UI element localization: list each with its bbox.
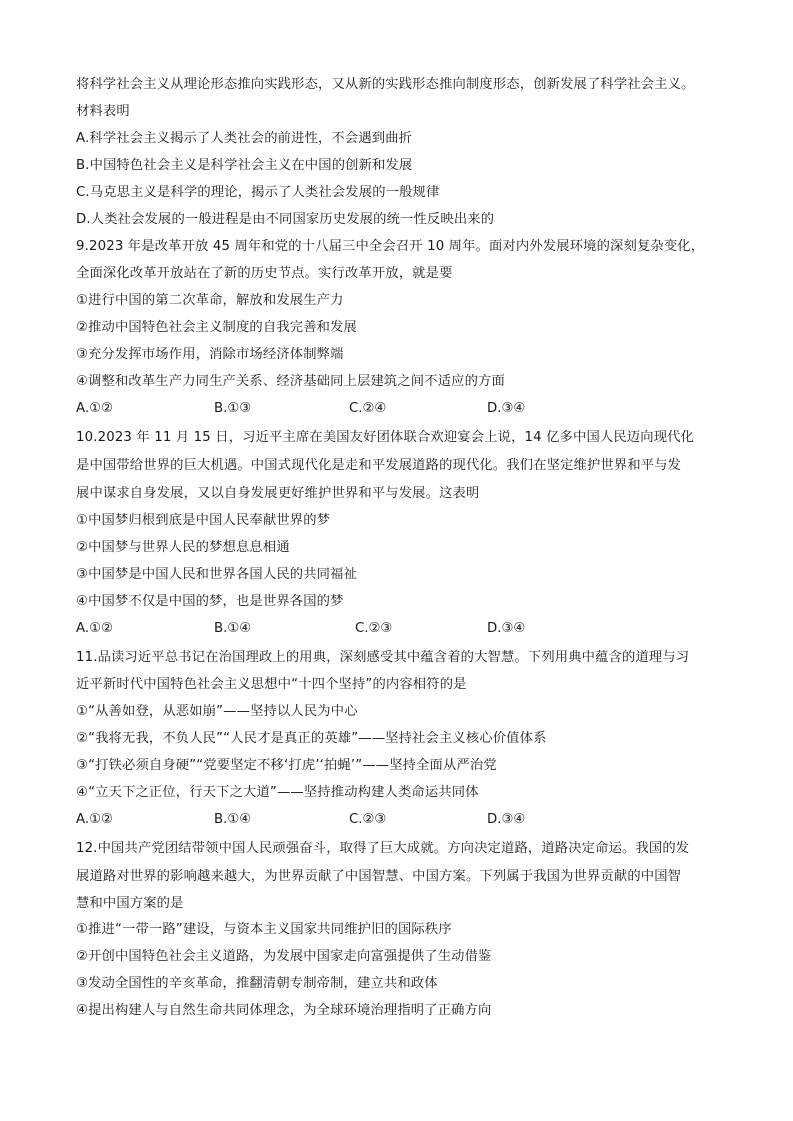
q12-item-2: ②开创中国特色社会主义道路，为发展中国家走向富强提供了生动借鉴	[76, 949, 492, 964]
q10-choice-c: C.②③	[355, 621, 393, 636]
q11-stem-line-2: 近平新时代中国特色社会主义思想中“十四个坚持”的内容相符的是	[76, 677, 467, 692]
q9-choice-d: D.③④	[487, 401, 526, 416]
q11-item-3: ③“打铁必须自身硬”“党要坚定不移‘打虎’‘拍蝇’”——坚持全面从严治党	[76, 758, 497, 773]
q9-item-3: ③充分发挥市场作用，消除市场经济体制弊端	[76, 347, 344, 362]
q10-item-1: ①中国梦归根到底是中国人民奉献世界的梦	[76, 513, 331, 528]
q9-stem-line-2: 全面深化改革开放站在了新的历史节点。实行改革开放，就是要	[76, 266, 453, 281]
q10-item-2: ②中国梦与世界人民的梦想息息相通	[76, 540, 290, 555]
q9-choice-c: C.②④	[349, 401, 387, 416]
intro-line-2: 材料表明	[76, 104, 130, 119]
q12-stem-line-2: 展道路对世界的影响越来越大，为世界贡献了中国智慧、中国方案。下列属于我国为世界贡献的中国智	[76, 869, 682, 884]
q10-stem-line-1: 10.2023 年 11 月 15 日，习近平主席在美国友好团体联合欢迎宴会上说，14 亿多中国人民迈向现代化	[76, 430, 695, 445]
q10-choice-b: B.①④	[214, 621, 252, 636]
q11-choice-d: D.③④	[487, 812, 526, 827]
q12-item-3: ③发动全国性的辛亥革命，推翻清朝专制帝制，建立共和政体	[76, 976, 438, 991]
q10-stem-line-3: 展中谋求自身发展，又以自身发展更好维护世界和平与发展。这表明	[76, 486, 480, 501]
q11-item-1: ①“从善如登，从恶如崩”——坚持以人民为中心	[76, 704, 358, 719]
intro-line-1: 将科学社会主义从理论形态推向实践形态，又从新的实践形态推向制度形态，创新发展了科学社会主义。	[76, 77, 695, 92]
intro-option-a: A.科学社会主义揭示了人类社会的前进性，不会遇到曲折	[76, 131, 413, 146]
q9-choice-a: A.①②	[76, 401, 113, 416]
q11-choice-c: C.②③	[349, 812, 387, 827]
intro-option-c: C.马克思主义是科学的理论，揭示了人类社会发展的一般规律	[76, 185, 440, 200]
q10-choice-d: D.③④	[487, 621, 526, 636]
q9-choice-b: B.①③	[214, 401, 252, 416]
q9-item-1: ①进行中国的第二次革命，解放和发展生产力	[76, 293, 344, 308]
q9-stem-line-1: 9.2023 年是改革开放 45 周年和党的十八届三中全会召开 10 周年。面对内外发展环境的深刻复杂变化，	[76, 239, 705, 254]
q11-choice-b: B.①④	[214, 812, 252, 827]
q11-stem-line-1: 11.品读习近平总书记在治国理政上的用典，深刻感受其中蕴含着的大智慧。下列用典中蕴含的道理与习	[76, 650, 690, 665]
q12-item-4: ④提出构建人与自然生命共同体理念，为全球环境治理指明了正确方向	[76, 1003, 492, 1018]
q10-stem-line-2: 是中国带给世界的巨大机遇。中国式现代化是走和平发展道路的现代化。我们在坚定维护世界和平与发	[76, 458, 682, 473]
q9-item-4: ④调整和改革生产力同生产关系、经济基础同上层建筑之间不适应的方面	[76, 374, 505, 389]
q11-item-2: ②“我将无我，不负人民”“人民才是真正的英雄”——坚持社会主义核心价值体系	[76, 731, 547, 746]
q12-stem-line-3: 慧和中国方案的是	[76, 896, 184, 911]
q10-choice-a: A.①②	[76, 621, 113, 636]
q9-item-2: ②推动中国特色社会主义制度的自我完善和发展	[76, 320, 358, 335]
q11-choice-a: A.①②	[76, 812, 113, 827]
q10-item-4: ④中国梦不仅是中国的梦，也是世界各国的梦	[76, 594, 344, 609]
q11-item-4: ④“立天下之正位，行天下之大道”——坚持推动构建人类命运共同体	[76, 785, 479, 800]
q12-item-1: ①推进“一带一路”建设，与资本主义国家共同维护旧的国际秩序	[76, 922, 452, 937]
intro-option-b: B.中国特色社会主义是科学社会主义在中国的创新和发展	[76, 158, 413, 173]
q10-item-3: ③中国梦是中国人民和世界各国人民的共同福祉	[76, 567, 358, 582]
q12-stem-line-1: 12.中国共产党团结带领中国人民顽强奋斗，取得了巨大成就。方向决定道路，道路决定命运。我国的发	[76, 841, 690, 856]
intro-option-d: D.人类社会发展的一般进程是由不同国家历史发展的统一性反映出来的	[76, 212, 495, 227]
